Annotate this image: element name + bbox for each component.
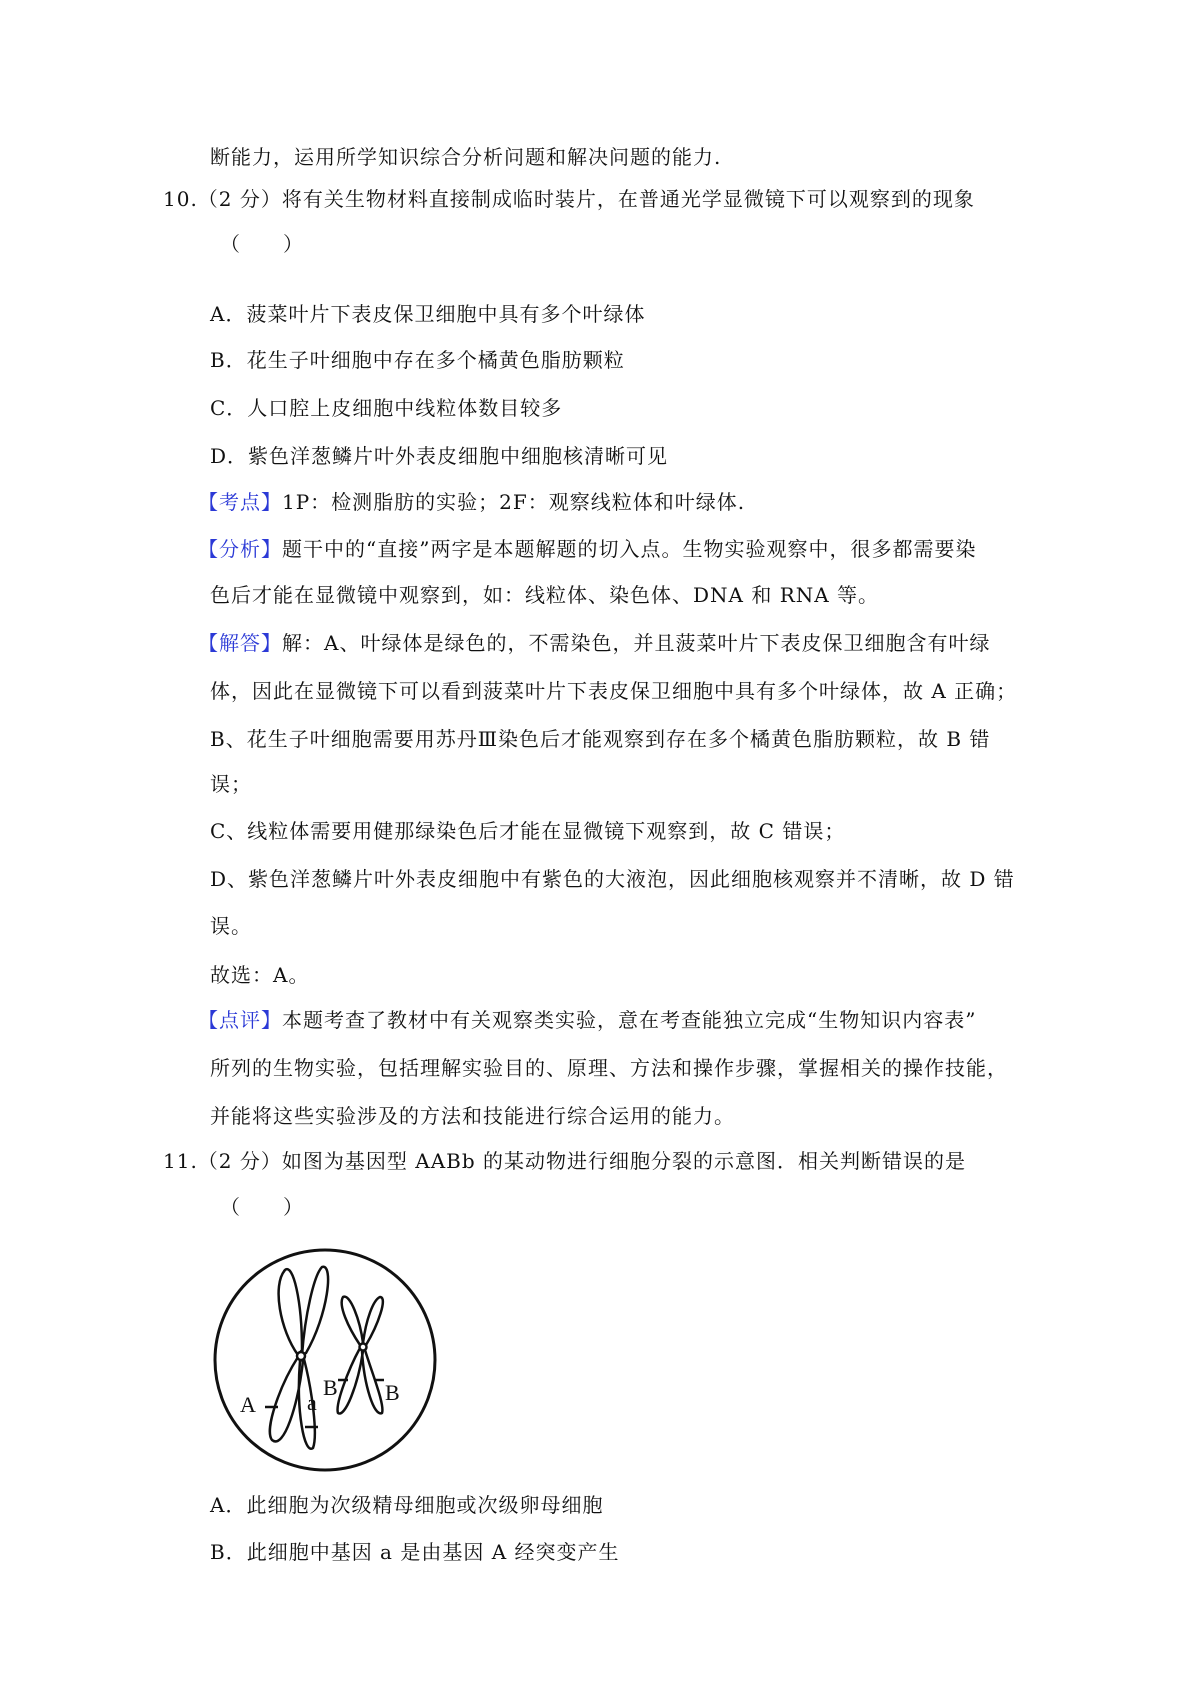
- cell-division-diagram: [210, 1245, 440, 1475]
- jieda-line-4: 误；: [210, 772, 252, 796]
- fenxi-line-1: 题干中的“直接”两字是本题解题的切入点。生物实验观察中，很多都需要染: [282, 537, 977, 561]
- q10-option-d: D．紫色洋葱鳞片叶外表皮细胞中细胞核清晰可见: [210, 444, 669, 468]
- question-10-blank: （ ）: [220, 232, 304, 256]
- question-11-stem: 11.（2 分）如图为基因型 AABb 的某动物进行细胞分裂的示意图．相关判断错误的是: [163, 1149, 966, 1173]
- q10-dianping: [198, 1006, 976, 1034]
- kaodian-text: 1P：检测脂肪的实验；2F：观察线粒体和叶绿体.: [282, 490, 746, 514]
- q10-option-a: A．菠菜叶片下表皮保卫细胞中具有多个叶绿体: [210, 302, 646, 326]
- fenxi-tag: 【分析】: [198, 537, 282, 561]
- jieda-line-6: D、紫色洋葱鳞片叶外表皮细胞中有紫色的大液泡，因此细胞核观察并不清晰，故 D 错: [210, 867, 1015, 891]
- jieda-line-1: 解：A、叶绿体是绿色的，不需染色，并且菠菜叶片下表皮保卫细胞含有叶绿: [282, 631, 991, 655]
- jieda-line-3: B、花生子叶细胞需要用苏丹Ⅲ染色后才能观察到存在多个橘黄色脂肪颗粒，故 B 错: [210, 727, 991, 751]
- q11-option-b: B．此细胞中基因 a 是由基因 A 经突变产生: [210, 1540, 620, 1564]
- dianping-tag: 【点评】: [198, 1008, 282, 1032]
- q11-option-a: A．此细胞为次级精母细胞或次级卵母细胞: [210, 1493, 604, 1517]
- question-11-blank: （ ）: [220, 1195, 304, 1219]
- kaodian-tag: 【考点】: [198, 490, 282, 514]
- dianping-line-1: 本题考查了教材中有关观察类实验，意在考查能独立完成“生物知识内容表”: [282, 1008, 977, 1032]
- q10-option-b: B．花生子叶细胞中存在多个橘黄色脂肪颗粒: [210, 348, 625, 372]
- jieda-line-2: 体，因此在显微镜下可以看到菠菜叶片下表皮保卫细胞中具有多个叶绿体，故 A 正确；: [210, 679, 1018, 703]
- previous-answer-tail: 断能力，运用所学知识综合分析问题和解决问题的能力.: [210, 145, 722, 169]
- gene-label-b-left: B: [323, 1375, 338, 1400]
- dianping-line-2: 所列的生物实验，包括理解实验目的、原理、方法和操作步骤，掌握相关的操作技能，: [210, 1056, 1008, 1080]
- q10-answer: 故选：A。: [210, 963, 310, 987]
- gene-label-a-lower: a: [307, 1390, 317, 1415]
- cell-membrane: [215, 1250, 435, 1470]
- dianping-line-3: 并能将这些实验涉及的方法和技能进行综合运用的能力。: [210, 1104, 735, 1128]
- q10-fenxi: [198, 535, 976, 563]
- question-10-stem: 10.（2 分）将有关生物材料直接制成临时装片，在普通光学显微镜下可以观察到的现象: [163, 187, 975, 211]
- q10-jieda: [198, 629, 990, 657]
- jieda-line-7: 误。: [210, 914, 252, 938]
- gene-label-a-upper: A: [240, 1392, 256, 1417]
- chromosome-right: [338, 1297, 384, 1414]
- fenxi-line-2: 色后才能在显微镜中观察到，如：线粒体、染色体、DNA 和 RNA 等。: [210, 583, 880, 607]
- q10-kaodian: [198, 488, 745, 516]
- gene-label-b-right: B: [385, 1380, 400, 1405]
- q10-option-c: C．人口腔上皮细胞中线粒体数目较多: [210, 396, 563, 420]
- jieda-line-5: C、线粒体需要用健那绿染色后才能在显微镜下观察到，故 C 错误；: [210, 819, 846, 843]
- chromosome-left: [265, 1267, 328, 1449]
- jieda-tag: 【解答】: [198, 631, 282, 655]
